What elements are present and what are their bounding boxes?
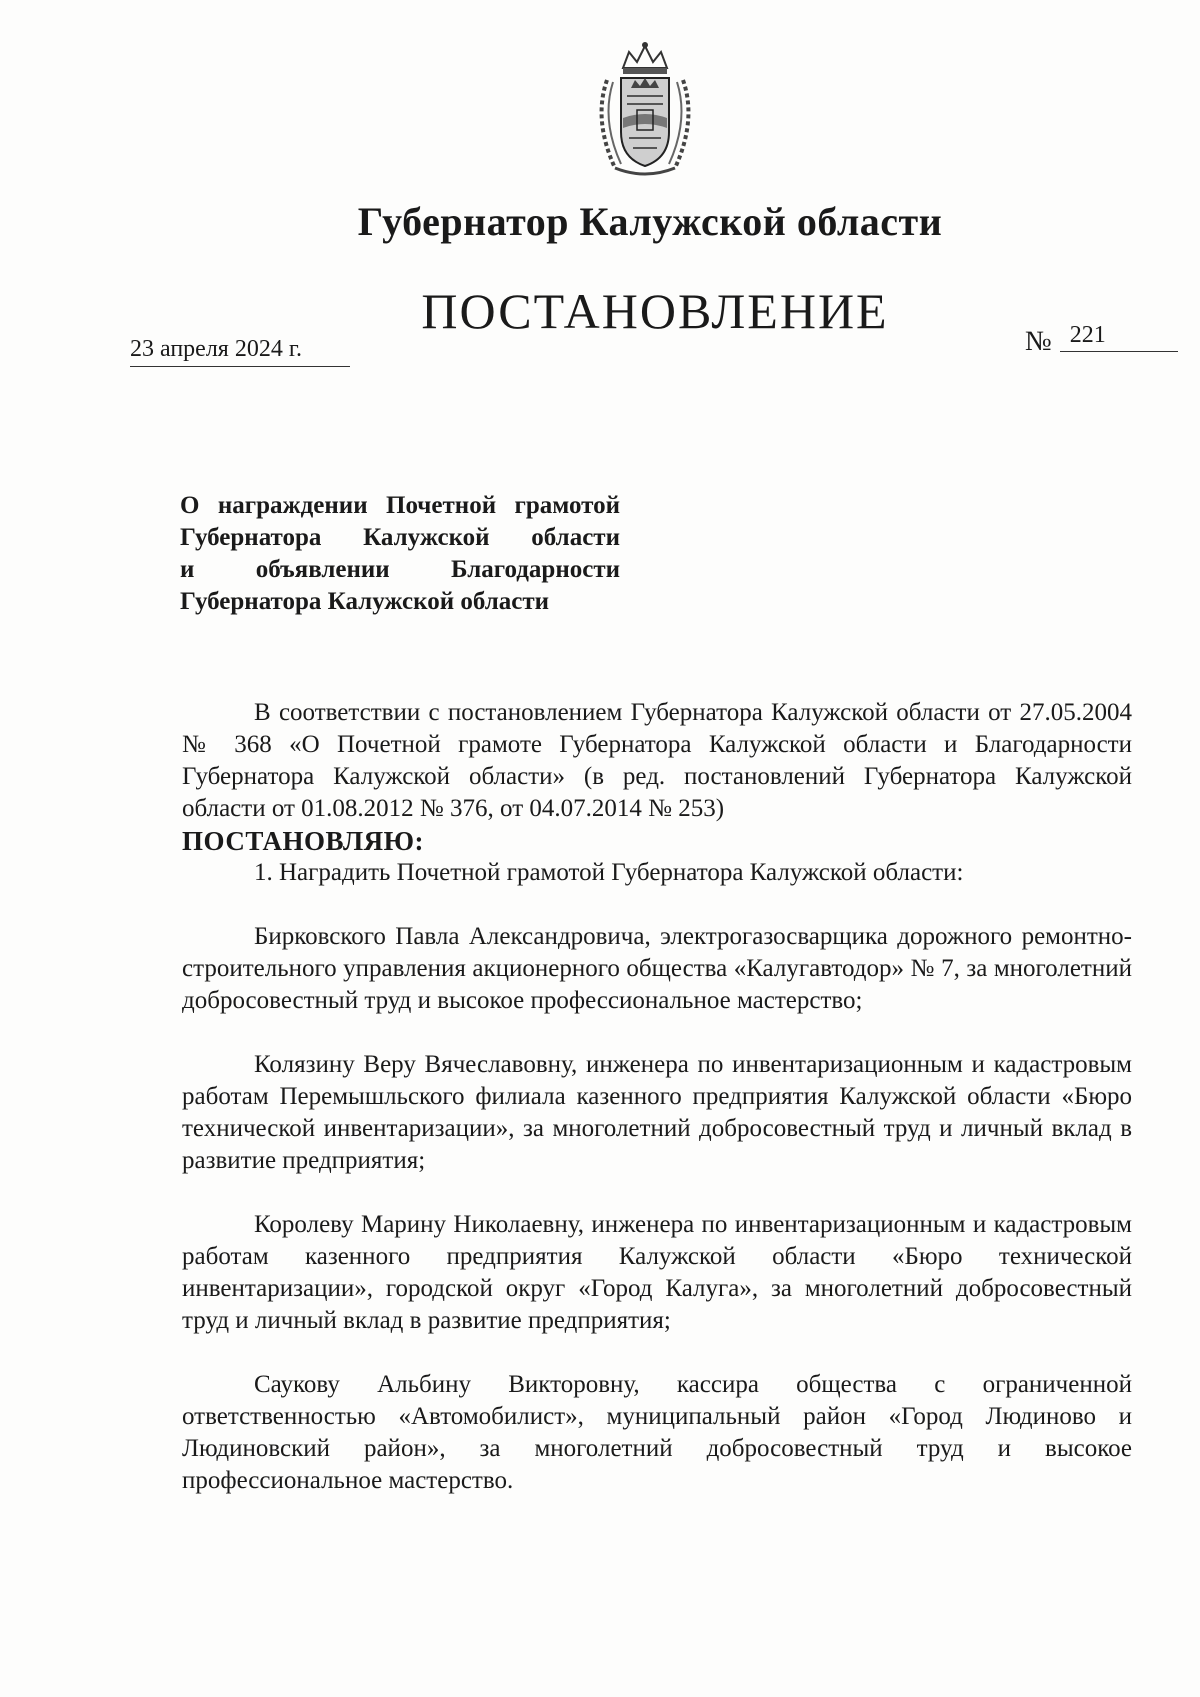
awardee-paragraph: Бирковского Павла Александровича, электрогазосварщика дорожного ремонтно-строительного управления акционерного общества «Калугавтодор» № 7, за многолетний добросовестный труд и высокое профессиональное мастерство; bbox=[182, 923, 1132, 1014]
document-type: ПОСТАНОВЛЕНИЕ bbox=[421, 283, 889, 339]
document-subject bbox=[180, 490, 620, 618]
document-number bbox=[1025, 322, 1178, 358]
document-body bbox=[182, 697, 1132, 1497]
number-value: 221 bbox=[1060, 322, 1178, 352]
subject-line: О награждении Почетной грамотой bbox=[180, 492, 620, 519]
decree-word: ПОСТАНОВЛЯЮ: bbox=[182, 826, 424, 856]
number-sign: № bbox=[1025, 326, 1052, 357]
subject-line: Губернатора Калужской области bbox=[180, 588, 550, 615]
awardee-paragraph: Колязину Веру Вячеславовну, инженера по инвентаризационным и кадастровым работам Перемышльского филиала казенного предприятия Калужской области «Бюро технической инвентаризации», за многолетний добросовестный труд и личный вклад в развитие предприятия; bbox=[182, 1051, 1132, 1174]
subject-line: Губернатора Калужской области bbox=[180, 524, 620, 551]
document-date: 23 апреля 2024 г. bbox=[130, 336, 350, 367]
awardee-paragraph: Королеву Марину Николаевну, инженера по инвентаризационным и кадастровым работам казенного предприятия Калужской области «Бюро технической инвентаризации», городской округ «Город Калуга», за многолетний добросовестный труд и личный вклад в развитие предприятия; bbox=[182, 1211, 1132, 1334]
awardee-paragraph: Саукову Альбину Викторовну, кассира общества с ограниченной ответственностью «Автомобилист», муниципальный район «Город Людиново и Людиновский район», за многолетний добросовестный труд и высокое профессиональное мастерство. bbox=[182, 1371, 1132, 1494]
coat-of-arms-icon bbox=[585, 40, 705, 180]
issuer-title: Губернатор Калужской области bbox=[357, 199, 943, 244]
item-title: 1. Наградить Почетной грамотой Губернатора Калужской области: bbox=[254, 859, 964, 886]
preamble-paragraph: В соответствии с постановлением Губернатора Калужской области от 27.05.2004 № 368 «О Почетной грамоте Губернатора Калужской области и Благодарности Губернатора Калужской области» (в ред. постановлений Губернатора Калужской области от 01.08.2012 № 376, от 04.07.2014 № 253) bbox=[182, 699, 1132, 822]
subject-line: и объявлении Благодарности bbox=[180, 556, 620, 583]
